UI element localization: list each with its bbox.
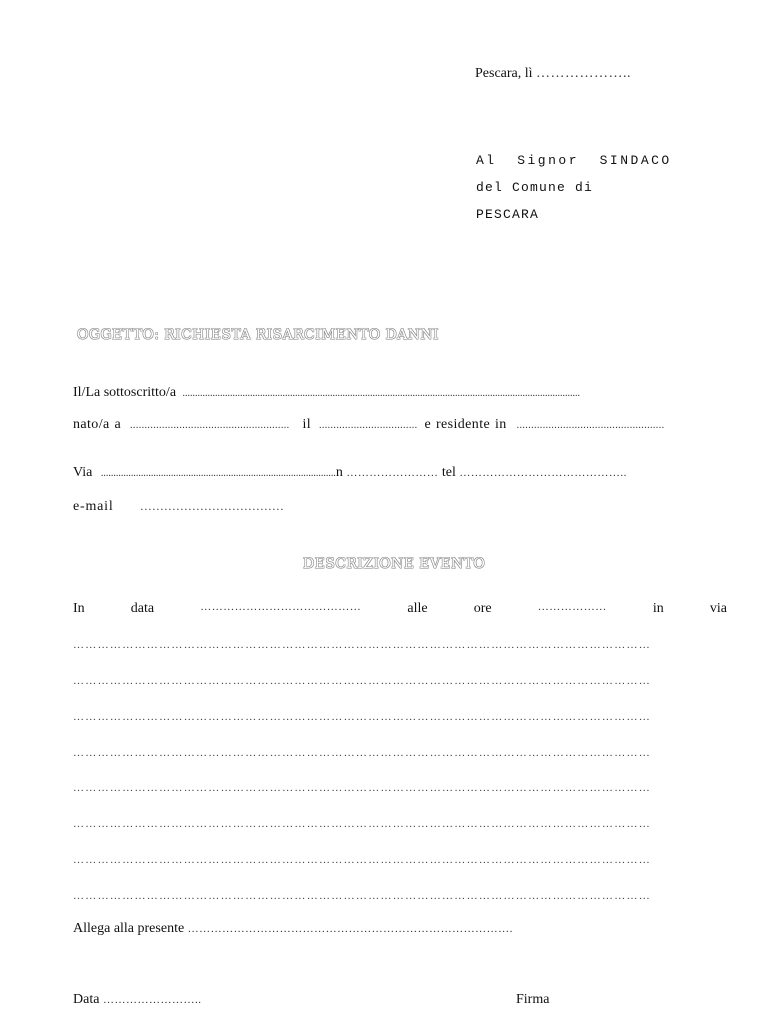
place-date-blank[interactable]: ……………….. — [536, 66, 632, 81]
street-blank[interactable]: .............................................................................................. — [100, 468, 336, 479]
resident-label: e residente in — [424, 417, 507, 432]
email-row — [73, 499, 284, 515]
event-street-label: via — [709, 601, 727, 616]
footer-date-row — [73, 992, 201, 1008]
footer-date-label: Data — [73, 992, 100, 1007]
description-line[interactable]: …………………………………………………………………………………………………………………………… — [73, 854, 652, 866]
born-label: nato/a a — [73, 417, 122, 432]
street-label: Via — [73, 465, 93, 480]
description-line[interactable]: …………………………………………………………………………………………………………………………… — [73, 639, 652, 651]
event-hours-blank[interactable]: ……………… — [537, 601, 607, 613]
event-hours-label: ore — [473, 601, 492, 616]
description-line[interactable]: …………………………………………………………………………………………………………………………… — [73, 747, 652, 759]
attachments-blank[interactable]: …………………………………………………………………………. — [187, 923, 513, 935]
number-blank[interactable]: …………………… — [346, 467, 439, 479]
subject-heading: OGGETTO: RICHIESTA RISARCIMENTO DANNI — [77, 327, 439, 343]
attachments-row — [73, 921, 513, 937]
recipient-line-3: PESCARA — [476, 207, 540, 222]
recipient-line-2: del Comune di — [476, 180, 594, 195]
footer-date-blank[interactable]: …………………….. — [102, 994, 202, 1006]
address-row — [73, 465, 627, 481]
email-blank[interactable]: ……………………………… — [139, 499, 284, 513]
signer-label: Il/La sottoscritto/a — [73, 385, 177, 400]
email-label: e-mail — [73, 499, 114, 514]
number-label: n — [335, 465, 343, 480]
description-line[interactable]: …………………………………………………………………………………………………………………………… — [73, 675, 652, 687]
event-section-title: DESCRIZIONE EVENTO — [303, 556, 486, 572]
description-line[interactable]: …………………………………………………………………………………………………………………………… — [73, 711, 652, 723]
born-on-label: il — [302, 417, 312, 432]
description-line[interactable]: …………………………………………………………………………………………………………………………… — [73, 818, 652, 830]
attachments-label: Allega alla presente — [73, 921, 185, 936]
born-blank[interactable]: ....................................................... — [130, 420, 290, 431]
event-in-label: In — [73, 601, 85, 616]
place-date — [475, 66, 631, 82]
birth-residence-row — [73, 417, 665, 433]
event-in-2-label: in — [652, 601, 664, 616]
signature-label: Firma — [516, 992, 550, 1007]
signer-row — [73, 385, 580, 401]
phone-blank[interactable]: …………………………………….. — [459, 467, 627, 479]
recipient-line-1: Al Signor SINDACO — [476, 153, 672, 168]
resident-blank[interactable]: ................................................... — [516, 420, 665, 431]
event-date-label: data — [130, 601, 155, 616]
description-line[interactable]: …………………………………………………………………………………………………………………………… — [73, 890, 652, 902]
phone-label: tel — [441, 465, 456, 480]
signer-blank[interactable]: ............................................................................................................................................................... — [182, 388, 581, 399]
description-line[interactable]: …………………………………………………………………………………………………………………………… — [73, 782, 652, 794]
event-date-row — [73, 601, 727, 617]
event-date-blank[interactable]: …………………………………… — [200, 601, 362, 613]
place-date-label: Pescara, lì — [475, 66, 533, 81]
recipient-block — [476, 147, 672, 228]
born-on-blank[interactable]: .................................. — [318, 420, 418, 431]
event-at-label: alle — [407, 601, 428, 616]
